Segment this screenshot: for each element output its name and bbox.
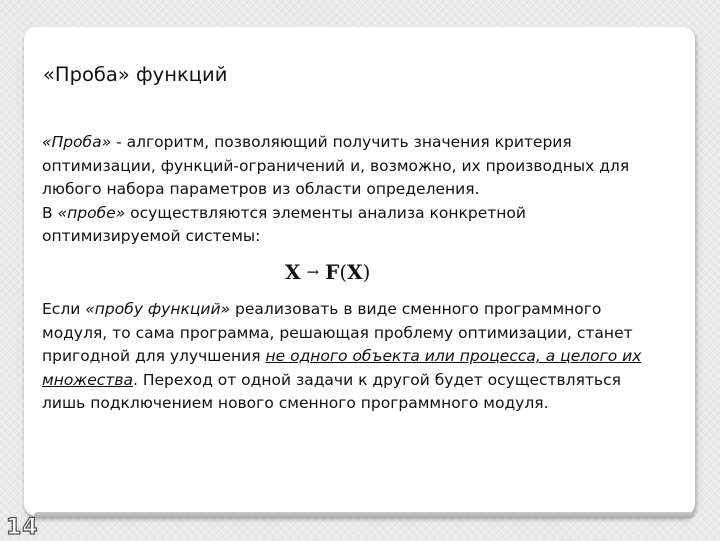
module-line-4 [42, 369, 682, 393]
formula-close-paren: ) [362, 260, 371, 284]
analysis-line-1 [42, 202, 682, 226]
mapping-formula [285, 258, 370, 288]
module-line-3 [42, 345, 682, 369]
module-line-2: модуля, то сама программа, решающая проблему оптимизации, станет [42, 323, 633, 342]
module-prefix: Если [42, 300, 86, 318]
definition-line-3: любого набора параметров из области определения. [42, 180, 480, 198]
definition-line-1 [42, 131, 682, 155]
term-proba: «Проба» [42, 133, 112, 151]
module-paragraph [42, 298, 682, 416]
page-number: 14 [6, 515, 39, 540]
formula-open-paren: ( [339, 260, 348, 284]
underlined-phrase-1: не одного объекта или процесса, а целого их [265, 347, 642, 365]
formula-f: F [325, 260, 340, 284]
analysis-text-1: осуществляются элементы анализа конкретной [125, 203, 526, 222]
underlined-phrase-2: множества [42, 370, 133, 389]
definition-line-2: оптимизации, функций-ограничений и, возможно, их производных для [42, 156, 630, 175]
formula-arg: X [347, 260, 363, 284]
module-text-3: пригодной для улучшения [42, 347, 266, 365]
definition-text-1: - алгоритм, позволяющий получить значения критерия [111, 133, 572, 151]
module-line-1 [42, 298, 682, 322]
slide-title: «Проба» функций [43, 63, 228, 86]
analysis-line-2: оптимизируемой системы: [42, 227, 261, 245]
term-function-probe: «пробу функций» [85, 300, 231, 318]
definition-paragraph [42, 131, 682, 249]
analysis-prefix: В [42, 203, 58, 222]
module-text-1: реализовать в виде сменного программного [230, 300, 602, 318]
formula-x: X [285, 260, 301, 284]
module-line-5: лишь подключением нового сменного программного модуля. [42, 394, 549, 412]
term-probe: «пробе» [57, 203, 126, 222]
module-text-4: . Переход от одной задачи к другой будет осуществляться [133, 370, 621, 389]
arrow-icon: → [306, 263, 320, 281]
slide-bottom-bar [34, 512, 694, 518]
